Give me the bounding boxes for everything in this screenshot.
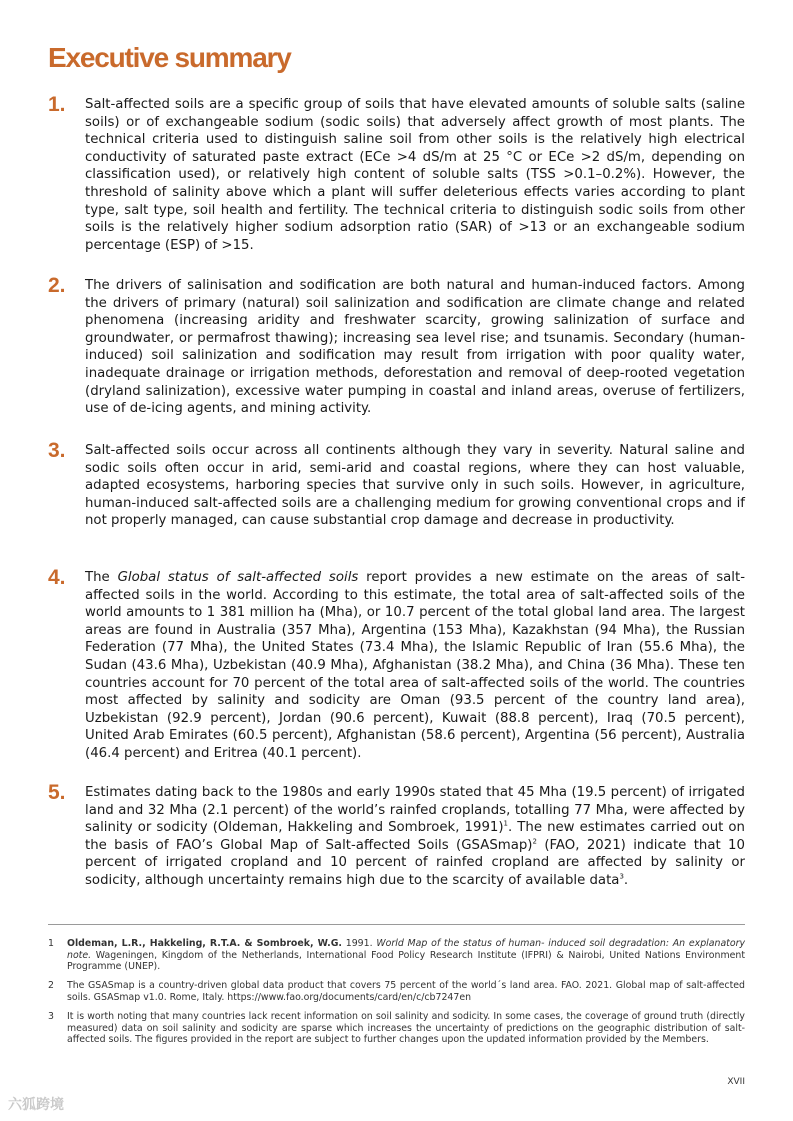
footnote-number: 2 [48,980,54,991]
text-segment: The [85,570,118,585]
text-segment: . The new estimates carried out on the basis of FAO’s Global Map of Salt-affected Soils (GSASmap) [85,820,745,853]
footnote-divider [48,924,745,925]
report-title: Global status of salt-affected soils [117,570,359,585]
summary-item-5 [48,781,745,890]
text-segment: Wageningen, Kingdom of the Netherlands, International Food Policy Research Institute (IFPRI) & Nairobi, United Nations Environment Programme (UNEP). [67,949,745,973]
footnote-3 [48,1011,745,1046]
item-number: 2. [48,274,66,297]
summary-item-1 [48,93,745,254]
footnote-authors: Oldeman, L.R., Hakkeling, R.T.A. & Sombroek, W.G. [67,938,342,949]
footnote-ref-2[interactable]: 2 [532,837,537,846]
summary-item-3 [48,439,745,530]
item-text [85,569,745,763]
footnote-work-title: World Map of the status of human- induced soil degradation: An explanatory note. [67,938,745,961]
footnote-text: It is worth noting that many countries lack recent information on soil salinity and sodicity. In some cases, the coverage of ground truth (directly measured) data on soil salinity and sodicity are sparse which increases the uncertainty of predictions on the geographic distribution of salt-affected soils. The figures provided in the report are subject to further changes upon the updated information provided by the Members. [67,1011,745,1046]
summary-item-4 [48,566,746,763]
footnote-number: 3 [48,1011,54,1022]
footnote-number: 1 [48,938,54,949]
page-number: XVII [727,1077,745,1087]
text-segment: (FAO, 2021) indicate that 10 percent of irrigated cropland and 10 percent of rainfed cropland are affected by salinity or sodicity, although uncertainty remains high due to the scarcity of available data [85,837,745,888]
item-number: 4. [48,566,66,589]
footnote-text [67,938,745,973]
item-text: Salt-affected soils occur across all continents although they vary in severity. Natural saline and sodic soils often occur in arid, semi-arid and coastal regions, where they can host valuable, adapted ecosystems, harboring species that survive only in such soils. However, in agriculture, human-induced salt-affected soils are a challenging medium for growing conventional crops and if not properly managed, can cause substantial crop damage and decrease in productivity. [85,443,745,529]
page-title: Executive summary [48,42,291,73]
item-text [85,784,745,890]
text-segment: Estimates dating back to the 1980s and early 1990s stated that 45 Mha (19.5 percent) of irrigated land and 32 Mha (2.1 percent) of the world’s rainfed croplands, totalling 77 Mha, were affected by salinity or sodicity (Oldeman, Hakkeling and Sombroek, 1991) [85,785,745,836]
footnote-ref-3[interactable]: 3 [619,872,624,881]
item-number: 1. [48,93,66,116]
text-segment: . [623,872,629,888]
item-text: The drivers of salinisation and sodification are both natural and human-induced factors. Among the drivers of primary (natural) soil salinization and sodification are climate change and related phenomena (increasing aridity and freshwater scarcity, growing salinization of surface and groundwater, or permafrost thawing); increasing sea level rise; and tsunamis. Secondary (human-induced) soil salinization and sodification may result from irrigation with poor quality water, inadequate drainage or irrigation methods, deforestation and removal of deep-rooted vegetation (dryland salinization), excessive water pumping in coastal and inland areas, overuse of fertilizers, use of de-icing agents, and mining activity. [85,278,745,417]
item-text: Salt-affected soils are a specific group of soils that have elevated amounts of soluble salts (saline soils) or of exchangeable sodium (sodic soils) that adversely affect growth of most plants. The technical criteria used to distinguish saline soil from other soils is the relatively high electrical conductivity of saturated paste extract (ECe >4 dS/m at 25 °C or ECe >2 dS/m, depending on classification used), or relatively high content of soluble salts (TSS >0.1–0.2%). However, the threshold of salinity above which a plant will suffer deleterious effects varies according to plant type, salt type, soil health and fertility. The technical criteria to distinguish sodic soils from other soils is the relatively higher sodium adsorption ratio (SAR) of >13 or an exchangeable sodium percentage (ESP) of >15. [85,97,745,253]
text-segment: report provides a new estimate on the areas of salt-affected soils in the world. According to this estimate, the total area of salt-affected soils of the world amounts to 1 381 million ha (Mha), or 10.7 percent of the total global land area. The largest areas are found in Australia (357 Mha), Argentina (153 Mha), Kazakhstan (94 Mha), the Russian Federation (77 Mha), the United States (73.4 Mha), the Islamic Republic of Iran (55.6 Mha), the Sudan (43.6 Mha), Uzbekistan (40.9 Mha), Afghanistan (38.2 Mha), and China (36 Mha). These ten countries account for 70 percent of the total area of salt-affected soils of the world. The countries most affected by salinity and sodicity are Oman (93.5 percent of the country land area), Uzbekistan (92.9 percent), Jordan (90.6 percent), Kuwait (88.8 percent), Iraq (70.5 percent), United Arab Emirates (60.5 percent), Afghanistan (58.6 percent), Argentina (56 percent), Australia (46.4 percent) and Eritrea (40.1 percent). [85,570,746,761]
text-segment: 1991. [341,938,377,949]
footnote-ref-1[interactable]: 1 [503,819,509,828]
watermark: 六狐跨境 [8,1097,64,1113]
item-number: 5. [48,781,66,804]
footnote-text: The GSASmap is a country-driven global data product that covers 75 percent of the world´s land area. FAO. 2021. Global map of salt-affected soils. GSASmap v1.0. Rome, Italy. https://www.fao.org/documents/card/en/c/cb7247en [67,980,745,1003]
item-number: 3. [48,439,66,462]
footnote-1 [48,938,745,973]
summary-item-2 [48,274,745,418]
footnote-2 [48,980,745,1003]
